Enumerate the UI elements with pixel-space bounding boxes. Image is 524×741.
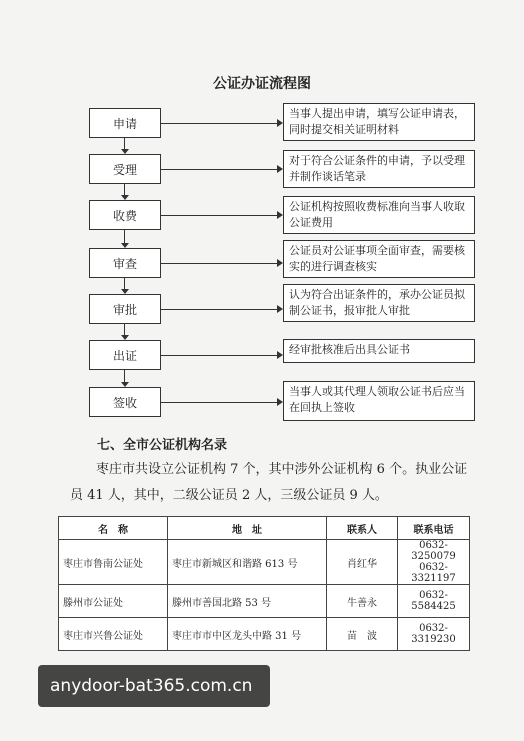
flow-desc-review: 公证员对公证事项全面审查，需要核实的进行调查核实 — [283, 240, 475, 278]
flow-connector — [124, 184, 125, 195]
org-name: 滕州市公证处 — [59, 585, 168, 618]
column-header: 地 址 — [168, 517, 327, 540]
flow-step-fee: 收费 — [89, 200, 161, 230]
flow-desc-accept: 对于符合公证条件的申请，予以受理并制作谈话笔录 — [283, 150, 475, 188]
org-contact: 牛善永 — [327, 585, 398, 618]
body-paragraph: 枣庄市共设立公证机构 7 个，其中涉外公证机构 6 个。执业公证员 41 人，其中，二级公证员 2 人，三级公证员 9 人。 — [70, 462, 468, 503]
org-address: 枣庄市新城区和谐路 613 号 — [168, 540, 327, 585]
table-header-row — [59, 517, 470, 540]
flow-arrow-down — [121, 243, 129, 248]
flow-arrow-down — [121, 195, 129, 200]
flow-desc-issue: 经审批核准后出具公证书 — [283, 339, 475, 363]
flow-step-accept: 受理 — [89, 154, 161, 184]
flow-connector — [124, 278, 125, 289]
flow-desc-apply: 当事人提出申请，填写公证申请表，同时提交相关证明材料 — [283, 103, 475, 141]
desc-connector — [161, 169, 277, 170]
flow-connector — [124, 324, 125, 335]
flow-arrow-down — [121, 382, 129, 387]
column-header: 联系人 — [327, 517, 398, 540]
desc-connector — [161, 309, 277, 310]
flow-step-apply: 申请 — [89, 108, 161, 138]
flow-step-approve: 审批 — [89, 294, 161, 324]
table-row — [59, 618, 470, 651]
notary-directory-table — [58, 516, 470, 651]
flow-connector — [124, 370, 125, 382]
flow-arrow-down — [121, 289, 129, 294]
flow-arrow-down — [121, 149, 129, 154]
flow-desc-fee: 公证机构按照收费标准向当事人收取公证费用 — [283, 196, 475, 234]
desc-connector — [161, 263, 277, 264]
org-phone-1: 0632-3250079 — [411, 540, 456, 562]
flowchart-title: 公证办证流程图 — [213, 76, 311, 92]
flow-connector — [124, 138, 125, 149]
section-heading: 七、全市公证机构名录 — [97, 438, 228, 453]
table-row — [59, 540, 470, 585]
org-name: 枣庄市兴鲁公证处 — [59, 618, 168, 651]
flow-desc-approve: 认为符合出证条件的，承办公证员拟制公证书，报审批人审批 — [283, 284, 475, 322]
flow-desc-sign: 当事人或其代理人领取公证书后应当在回执上签收 — [283, 381, 475, 421]
watermark-banner: anydoor-bat365.com.cn — [38, 665, 270, 707]
org-name: 枣庄市鲁南公证处 — [59, 540, 168, 585]
desc-connector — [161, 123, 277, 124]
desc-connector — [161, 355, 277, 356]
flow-step-issue: 出证 — [89, 340, 161, 370]
column-header: 联系电话 — [398, 517, 470, 540]
org-contact: 苗 波 — [327, 618, 398, 651]
desc-connector — [161, 402, 277, 403]
org-phone-1: 0632-3319230 — [398, 618, 470, 651]
desc-connector — [161, 215, 277, 216]
flow-arrow-down — [121, 335, 129, 340]
table-row — [59, 585, 470, 618]
org-phone — [398, 540, 470, 585]
column-header: 名 称 — [59, 517, 168, 540]
flow-connector — [124, 230, 125, 243]
org-address: 滕州市善国北路 53 号 — [168, 585, 327, 618]
org-contact: 肖红华 — [327, 540, 398, 585]
flow-step-sign: 签收 — [89, 387, 161, 417]
org-phone-1: 0632-5584425 — [398, 585, 470, 618]
flow-step-review: 审查 — [89, 248, 161, 278]
org-address: 枣庄市市中区龙头中路 31 号 — [168, 618, 327, 651]
org-phone-2: 0632-3321197 — [411, 562, 456, 584]
